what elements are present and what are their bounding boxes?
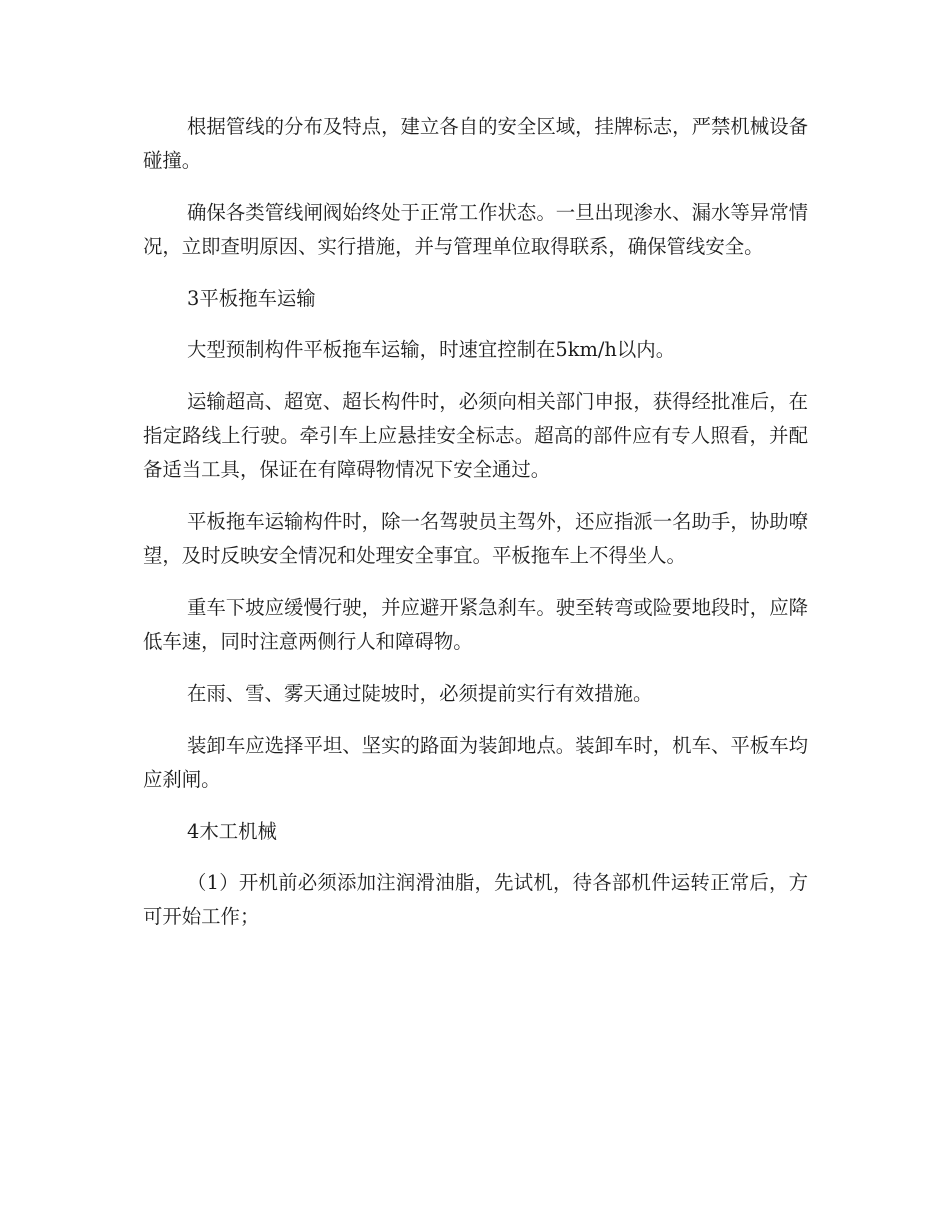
paragraph-driver-assistant: 平板拖车运输构件时，除一名驾驶员主驾外，还应指派一名助手，协助嘹望，及时反映安全情况和处理安全事宜。平板拖车上不得坐人。 <box>143 510 808 567</box>
paragraph-speed-limit: 大型预制构件平板拖车运输，时速宜控制在5km/h以内。 <box>187 338 676 361</box>
section-heading-woodworking-machinery: 4木工机械 <box>187 820 277 843</box>
document-page <box>143 110 808 952</box>
section-heading-flatbed-transport: 3平板拖车运输 <box>187 287 316 310</box>
paragraph-valve-status: 确保各类管线闸阀始终处于正常工作状态。一旦出现渗水、漏水等异常情况，立即查明原因、实行措施，并与管理单位取得联系，确保管线安全。 <box>143 201 808 258</box>
paragraph-oversize-transport: 运输超高、超宽、超长构件时，必须向相关部门申报，获得经批准后，在指定路线上行驶。牵引车上应悬挂安全标志。超高的部件应有专人照看，并配备适当工具，保证在有障碍物情况下安全通过。 <box>143 390 808 481</box>
paragraph-loading-unloading: 装卸车应选择平坦、坚实的路面为装卸地点。装卸车时，机车、平板车均应刹闸。 <box>143 734 808 791</box>
paragraph-downhill-driving: 重车下坡应缓慢行驶，并应避开紧急刹车。驶至转弯或险要地段时，应降低车速，同时注意两侧行人和障碍物。 <box>143 596 808 653</box>
paragraph-bad-weather: 在雨、雪、雾天通过陡坡时，必须提前实行有效措施。 <box>187 682 653 705</box>
paragraph-pipeline-safety-zone: 根据管线的分布及特点，建立各自的安全区域，挂牌标志，严禁机械设备碰撞。 <box>143 115 808 172</box>
paragraph-machine-startup: （1）开机前必须添加注润滑油脂，先试机，待各部机件运转正常后，方可开始工作； <box>143 871 808 928</box>
